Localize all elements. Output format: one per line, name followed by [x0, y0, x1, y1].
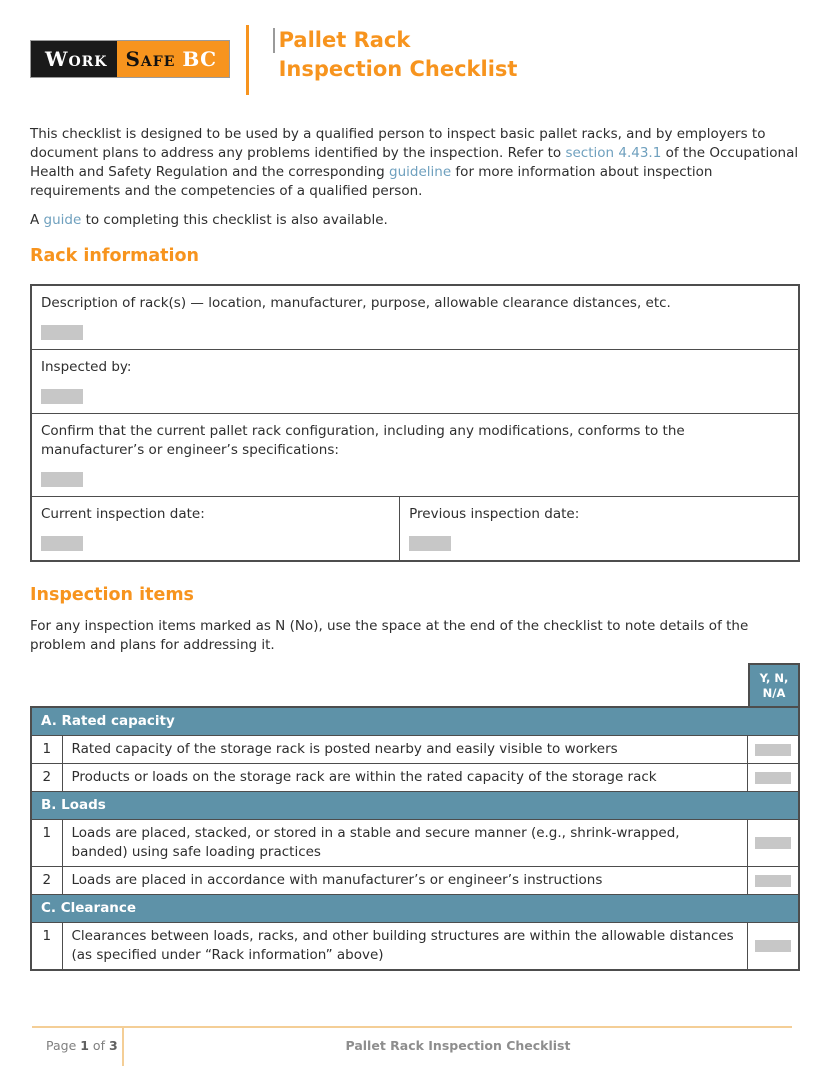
answer-column-header	[748, 663, 800, 706]
item-text: Rated capacity of the storage rack is posted nearby and easily visible to workers	[62, 736, 747, 764]
previous-inspection-date-input[interactable]	[409, 536, 451, 551]
intro-paragraph-2	[30, 211, 800, 230]
inspection-items-intro: For any inspection items marked as N (No), use the space at the end of the checklist to note details of the problem and plans for addressing it.	[30, 618, 749, 653]
table-row	[31, 923, 799, 971]
item-number: 2	[31, 764, 62, 792]
text-cursor-artifact	[273, 28, 275, 53]
item-text: Products or loads on the storage rack are within the rated capacity of the storage rack	[62, 764, 747, 792]
worksafebc-logo	[30, 40, 230, 78]
intro-text-1b: of the Occupational Health and Safety Regulation and the corresponding	[30, 145, 799, 180]
answer-header-line2: N/A	[762, 685, 786, 700]
confirm-configuration-input[interactable]	[41, 472, 83, 487]
section-header-row	[31, 707, 799, 736]
table-row	[31, 414, 799, 497]
answer-field[interactable]	[755, 772, 791, 784]
footer-document-title: Pallet Rack Inspection Checklist	[345, 1038, 571, 1053]
link-guide[interactable]: guide	[43, 212, 82, 228]
current-page-number: 1	[80, 1038, 89, 1053]
item-text: Loads are placed in accordance with manufacturer’s or engineer’s instructions	[62, 867, 747, 895]
logo-work-text: Work	[45, 46, 108, 71]
rack-description-input[interactable]	[41, 325, 83, 340]
intro-text-1a: This checklist is designed to be used by a qualified person to inspect basic pallet racks, and by employers to document plans to address any problems identified by the inspection. Refer to	[30, 126, 766, 161]
rack-information-table	[30, 284, 800, 562]
link-guideline[interactable]: guideline	[389, 164, 452, 180]
table-row	[31, 350, 799, 414]
intro-text-2b: to completing this checklist is also available.	[81, 212, 388, 228]
page-title-line1: Pallet Rack	[278, 28, 411, 52]
answer-field[interactable]	[755, 940, 791, 952]
answer-field[interactable]	[755, 744, 791, 756]
logo-safe-text: Safe	[125, 46, 176, 71]
table-row	[31, 764, 799, 792]
inspected-by-label: Inspected by:	[41, 359, 132, 375]
table-row	[31, 497, 799, 562]
item-number: 1	[31, 923, 62, 971]
answer-field[interactable]	[755, 875, 791, 887]
rack-information-heading: Rack information	[30, 246, 200, 266]
inspection-items-heading: Inspection items	[30, 585, 194, 605]
link-section-4-43-1[interactable]: section 4.43.1	[565, 145, 662, 161]
confirm-configuration-label: Confirm that the current pallet rack configuration, including any modifications, conforms to the manufacturer’s or engineer’s specifications:	[41, 423, 685, 458]
intro-paragraph-1	[30, 125, 800, 201]
table-row	[31, 867, 799, 895]
table-row	[31, 285, 799, 350]
previous-inspection-date-label: Previous inspection date:	[409, 506, 580, 522]
inspection-checklist-table	[30, 706, 800, 971]
intro-text-1c: for more information about inspection requirements and the competencies of a qualified person.	[30, 164, 713, 199]
total-page-number: 3	[108, 1038, 118, 1053]
item-text: Clearances between loads, racks, and other building structures are within the allowable distances (as specified under “Rack information” above)	[62, 923, 747, 971]
section-b-header: B. Loads	[31, 792, 799, 820]
item-text: Loads are placed, stacked, or stored in a stable and secure manner (e.g., shrink-wrapped, banded) using safe loading practices	[62, 820, 747, 867]
current-inspection-date-label: Current inspection date:	[41, 506, 205, 522]
logo-bc-text: BC	[182, 46, 217, 71]
table-row	[31, 736, 799, 764]
item-number: 1	[31, 820, 62, 867]
intro-text-2a: A	[30, 212, 44, 228]
inspected-by-input[interactable]	[41, 389, 83, 404]
section-a-header: A. Rated capacity	[31, 707, 799, 736]
page-footer	[32, 1026, 792, 1066]
answer-field[interactable]	[755, 837, 791, 849]
table-row	[31, 820, 799, 867]
rack-description-label: Description of rack(s) — location, manufacturer, purpose, allowable clearance distances, etc.	[41, 295, 671, 311]
header-divider-bar	[246, 25, 249, 95]
current-inspection-date-input[interactable]	[41, 536, 83, 551]
section-header-row	[31, 792, 799, 820]
section-c-header: C. Clearance	[31, 895, 799, 923]
page-number-indicator	[32, 1028, 122, 1055]
page-title-line2: Inspection Checklist	[278, 57, 518, 81]
answer-header-line1: Y, N,	[759, 670, 789, 685]
page-word: Page	[46, 1038, 81, 1053]
item-number: 2	[31, 867, 62, 895]
logo-safe-bc-segment	[117, 41, 228, 77]
page-header	[30, 25, 786, 95]
section-header-row	[31, 895, 799, 923]
of-word: of	[88, 1038, 109, 1053]
item-number: 1	[31, 736, 62, 764]
logo-work-segment	[31, 41, 117, 77]
document-title-block	[279, 25, 518, 84]
